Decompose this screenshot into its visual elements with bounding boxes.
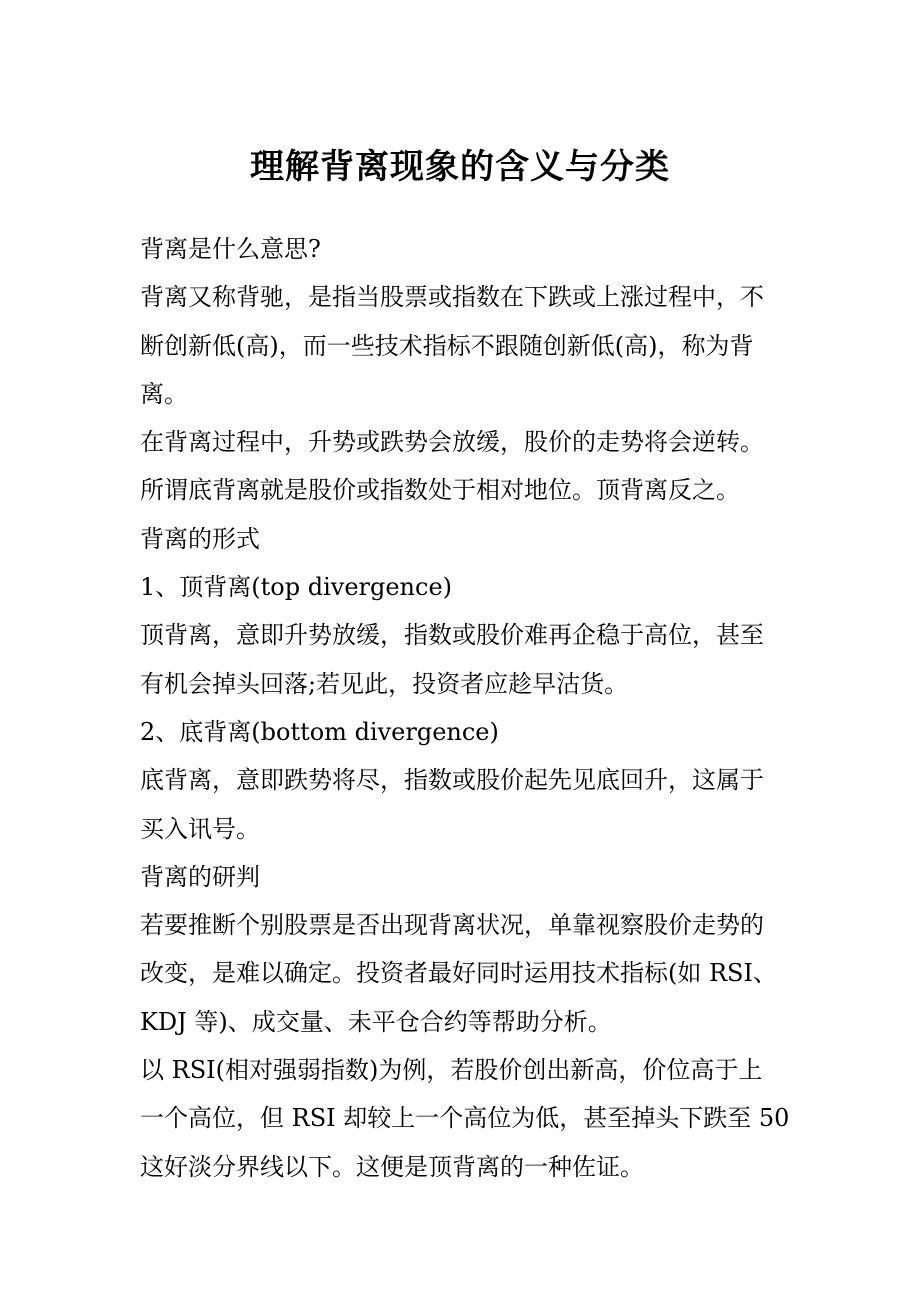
paragraph-line: 以 RSI(相对强弱指数)为例，若股价创出新高，价位高于上 bbox=[140, 1056, 763, 1085]
paragraph-line: 这好淡分界线以下。这便是顶背离的一种佐证。 bbox=[140, 1152, 644, 1181]
paragraph-line: 断创新低(高)，而一些技术指标不跟随创新低(高)，称为背 bbox=[140, 331, 754, 360]
paragraph-line: 有机会掉头回落;若见此，投资者应趁早沽货。 bbox=[140, 669, 629, 698]
section-heading-forms: 背离的形式 bbox=[140, 524, 260, 553]
paragraph-line: KDJ 等)、成交量、未平仓合约等帮助分析。 bbox=[140, 1007, 612, 1036]
paragraph-line: 所谓底背离就是股价或指数处于相对地位。顶背离反之。 bbox=[140, 476, 740, 505]
paragraph-line: 在背离过程中，升势或跌势会放缓，股价的走势将会逆转。 bbox=[140, 428, 764, 457]
paragraph-line: 底背离，意即跌势将尽，指数或股价起先见底回升，这属于 bbox=[140, 766, 764, 795]
paragraph-line: 买入讯号。 bbox=[140, 814, 260, 843]
document-title: 理解背离现象的含义与分类 bbox=[250, 147, 670, 187]
paragraph-line: 若要推断个别股票是否出现背离状况，单靠视察股价走势的 bbox=[140, 911, 764, 940]
question-what-is-divergence: 背离是什么意思? bbox=[140, 235, 321, 263]
subheading-bottom-divergence: 2、底背离(bottom divergence) bbox=[140, 717, 499, 746]
paragraph-line: 改变，是难以确定。投资者最好同时运用技术指标(如 RSI、 bbox=[140, 959, 777, 988]
paragraph-line: 离。 bbox=[140, 379, 188, 408]
paragraph-line: 背离又称背驰，是指当股票或指数在下跌或上涨过程中，不 bbox=[140, 283, 764, 312]
paragraph-line: 顶背离，意即升势放缓，指数或股价难再企稳于高位，甚至 bbox=[140, 621, 764, 650]
subheading-top-divergence: 1、顶背离(top divergence) bbox=[140, 573, 453, 602]
document-body bbox=[140, 225, 790, 1191]
section-heading-analysis: 背离的研判 bbox=[140, 862, 260, 891]
paragraph-line: 一个高位，但 RSI 却较上一个高位为低，甚至掉头下跌至 50 bbox=[140, 1104, 790, 1133]
